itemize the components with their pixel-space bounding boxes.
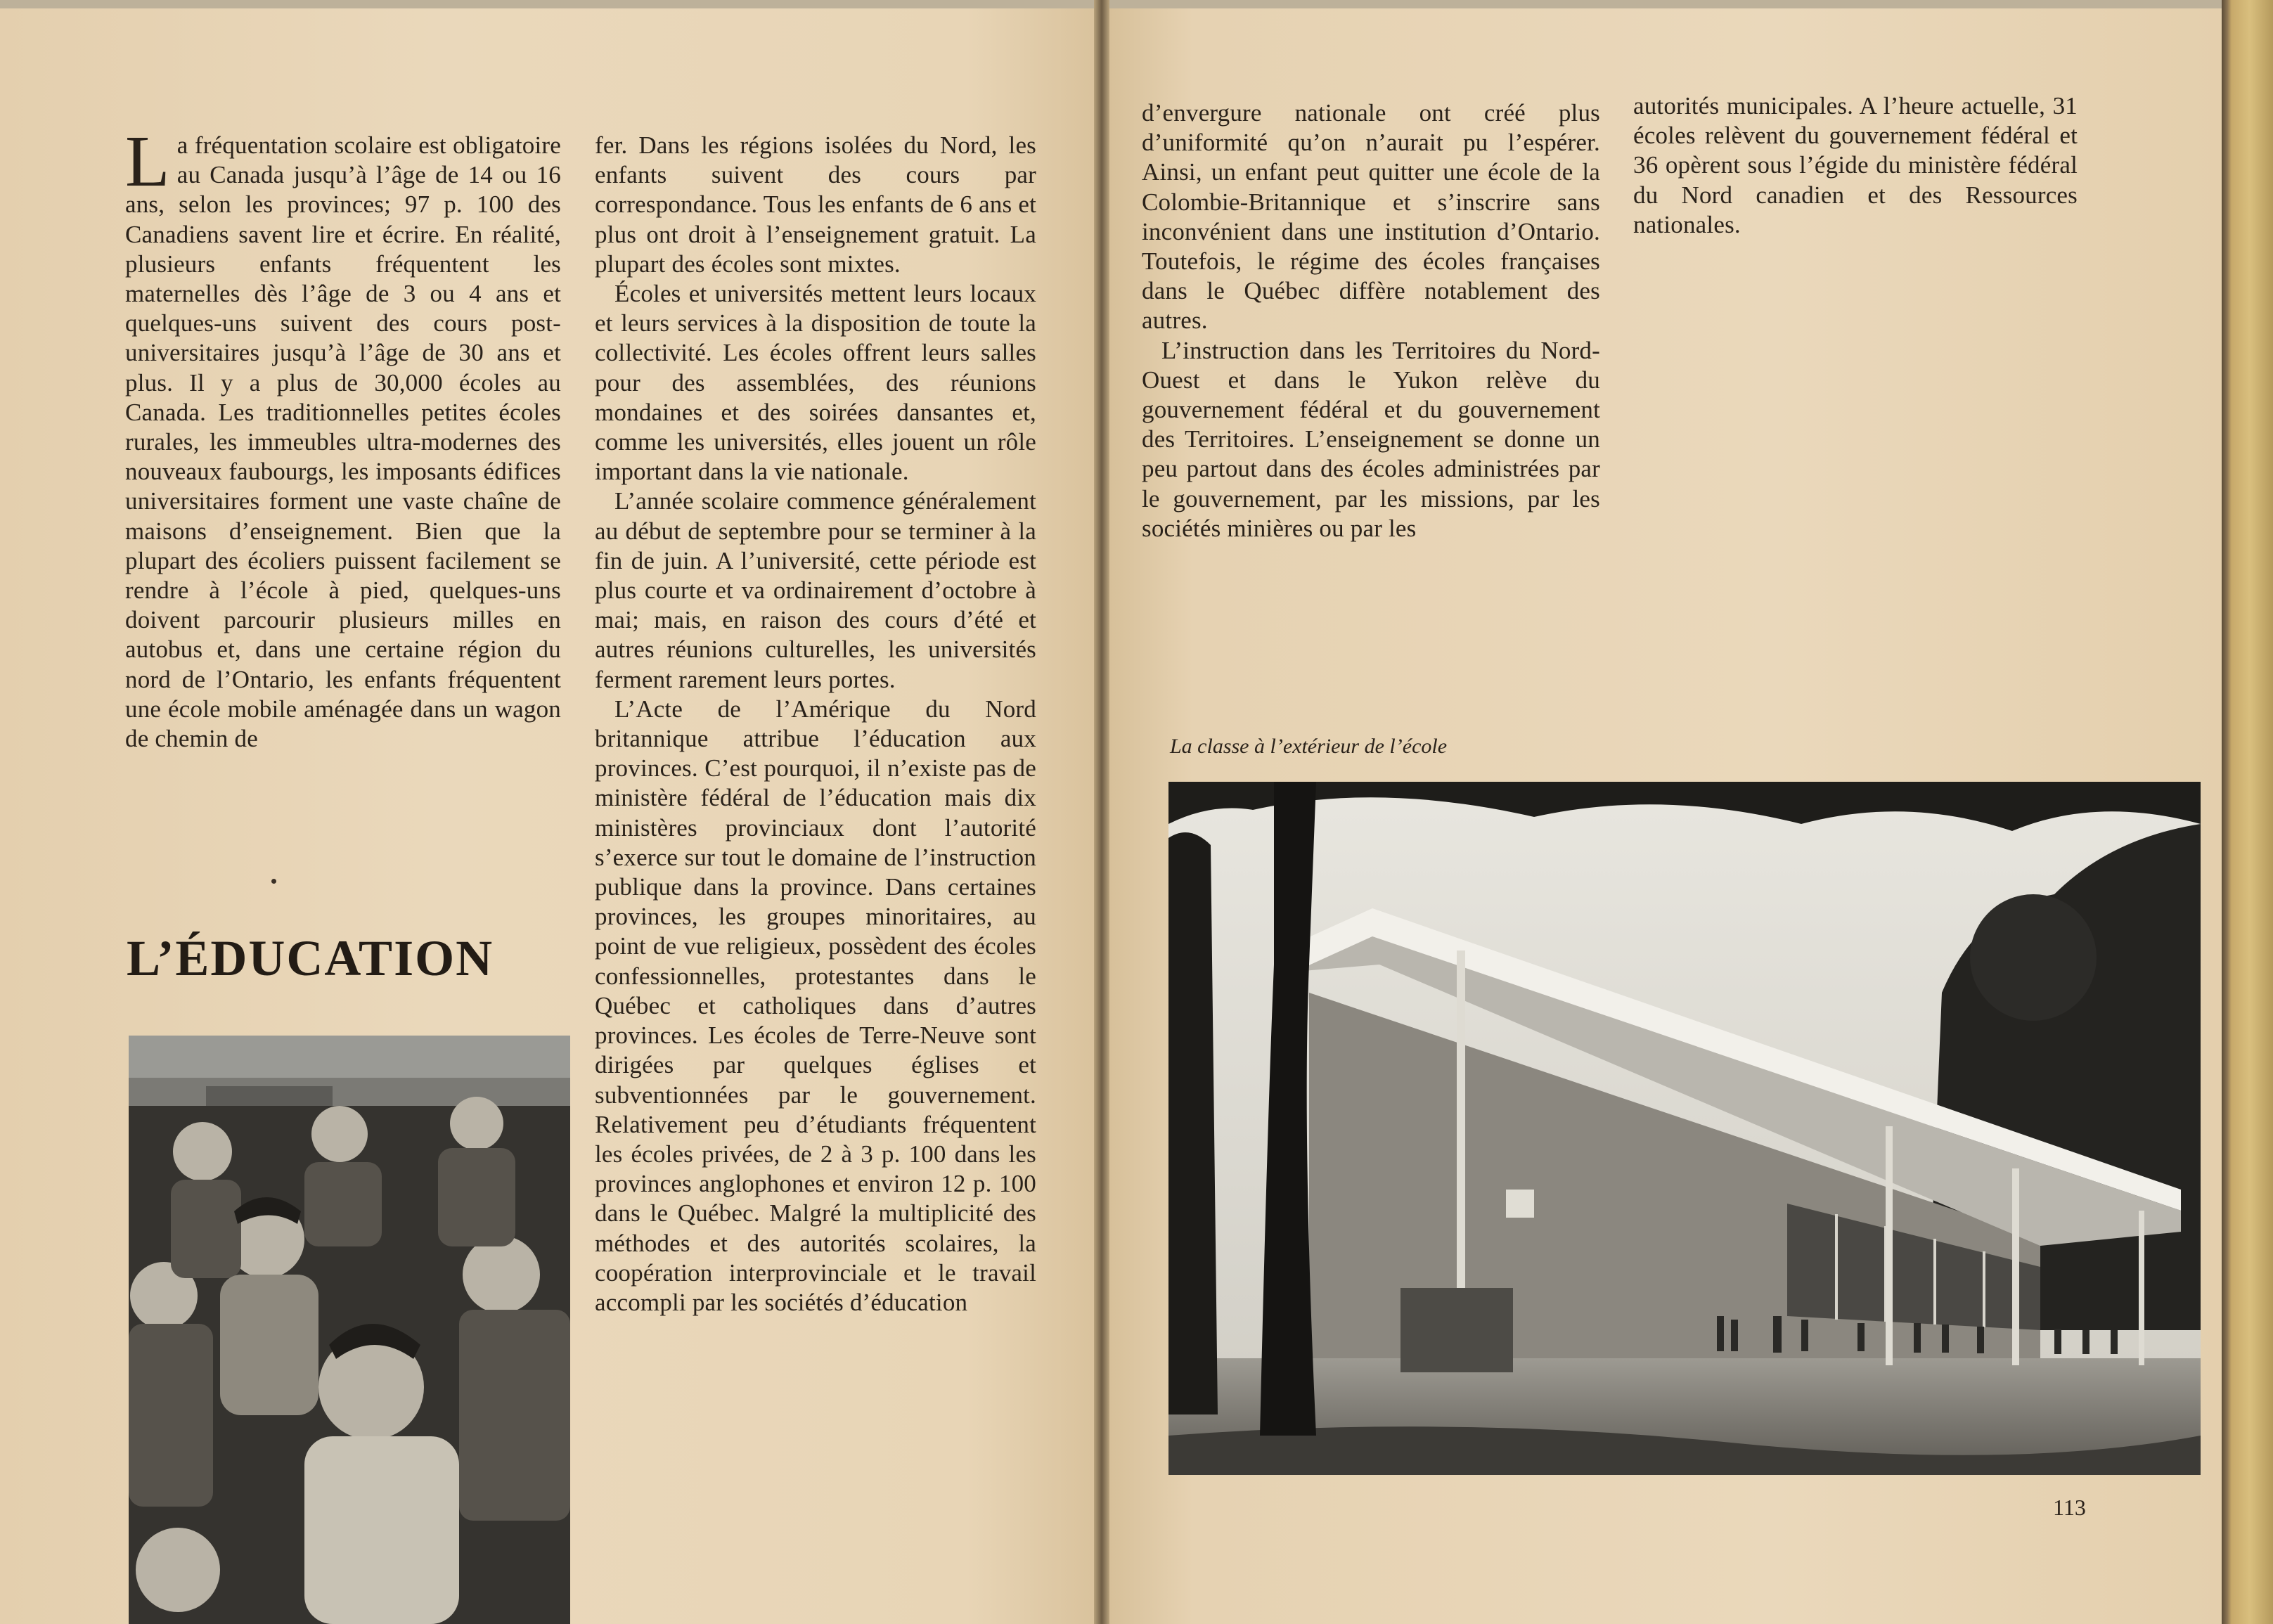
paragraph: d’envergure nationale ont créé plus d’uniformité qu’on n’aurait pu l’espérer. Ainsi, un enfant peut quitter une école de la Colombie-Britannique et s’inscrire sans inconvénient dans une institution d’Ontario. Toutefois, le régime des écoles françaises dans le Québec diffère notablement des autres. [1142, 99, 1600, 335]
photo-caption: La classe à l’extérieur de l’école [1170, 735, 1448, 758]
paragraph: L’année scolaire commence généralement au début de septembre pour se terminer à la fin de juin. A l’université, cette période est plus courte et va ordinairement d’octobre à mai; mais, en raison des cours d’été et autres réunions culturelles, les universités ferment rarement leurs portes. [595, 487, 1036, 693]
text-column-2 [595, 131, 1036, 1317]
paragraph: fer. Dans les régions isolées du Nord, les enfants suivent des cours par correspondance. Tous les enfants de 6 ans et plus ont droit à l’enseignement gratuit. La plupart des écoles sont mixtes. [595, 131, 1036, 278]
drop-cap: L [125, 121, 170, 202]
text-column-4 [1633, 91, 2078, 240]
paragraph: L’Acte de l’Amérique du Nord britannique attribue l’éducation aux provinces. C’est pourquoi, il n’existe pas de ministère fédéral de l’éducation mais dix ministères provinciaux dont l’autorité s’exerce sur tout le domaine de l’instruction publique dans la province. Dans certaines provinces, les groupes minoritaires, au point de vue religieux, possèdent des écoles confessionnelles, protestantes dans le Québec et catholiques dans d’autres provinces. Les écoles de Terre-Neuve sont dirigées par quelques églises et subventionnées par le gouvernement. Relativement peu d’étudiants fréquentent les écoles privées, de 2 à 3 p. 100 dans les provinces anglophones et environ 12 p. 100 dans le Québec. Malgré la multiplicité des méthodes et des autorités scolaires, la coopération interprovinciale et le travail accompli par les sociétés d’éducation [595, 695, 1036, 1316]
school-photo [1168, 782, 2201, 1475]
decorative-dot [271, 879, 276, 884]
paragraph [125, 121, 561, 754]
paragraph: autorités municipales. A l’heure actuelle, 31 écoles relèvent du gouvernement fédéral et 36 opèrent sous l’égide du ministère fédéral du Nord canadien et des Ressources nationales. [1633, 92, 2078, 238]
book-gutter [1094, 0, 1109, 1624]
children-photo [129, 1036, 570, 1624]
paragraph: Écoles et universités mettent leurs locaux et leurs services à la disposition de toute la collectivité. Les écoles offrent leurs salles pour des assemblées, des réunions mondaines et des soirées dansantes et, comme les universités, elles jouent un rôle important dans la vie nationale. [595, 280, 1036, 486]
page-number: 113 [2053, 1495, 2086, 1520]
section-heading: L’ÉDUCATION [127, 930, 494, 986]
text-column-3 [1142, 98, 1600, 543]
page-edge [2222, 0, 2273, 1624]
paragraph-text: a fréquentation scolaire est obligatoire au Canada jusqu’à l’âge de 14 ou 16 ans, selon les provinces; 97 p. 100 des Canadiens savent lire et écrire. En réalité, plusieurs enfants fréquentent les maternelles dès l’âge de 3 ou 4 ans et quelques-uns suivent des cours post-universitaires jusqu’à l’âge de 30 ans et plus. Il y a plus de 30,000 écoles au Canada. Les traditionnelles petites écoles rurales, les immeubles ultra-modernes des nouveaux faubourgs, les imposants édifices universitaires forment une vaste chaîne de maisons d’enseignement. Bien que la plupart des écoliers puissent facilement se rendre à l’école à pied, quelques-uns doivent parcourir plusieurs milles en autobus et, dans une certaine région du nord de l’Ontario, les enfants fréquentent une école mobile aménagée dans un wagon de chemin de [125, 131, 561, 753]
text-column-1 [125, 121, 561, 754]
paragraph: L’instruction dans les Territoires du Nord-Ouest et dans le Yukon relève du gouvernement fédéral et du gouvernement des Territoires. L’enseignement se donne un peu partout dans des écoles administrées par le gouvernement, par les missions, par les sociétés minières ou par les [1142, 336, 1600, 542]
